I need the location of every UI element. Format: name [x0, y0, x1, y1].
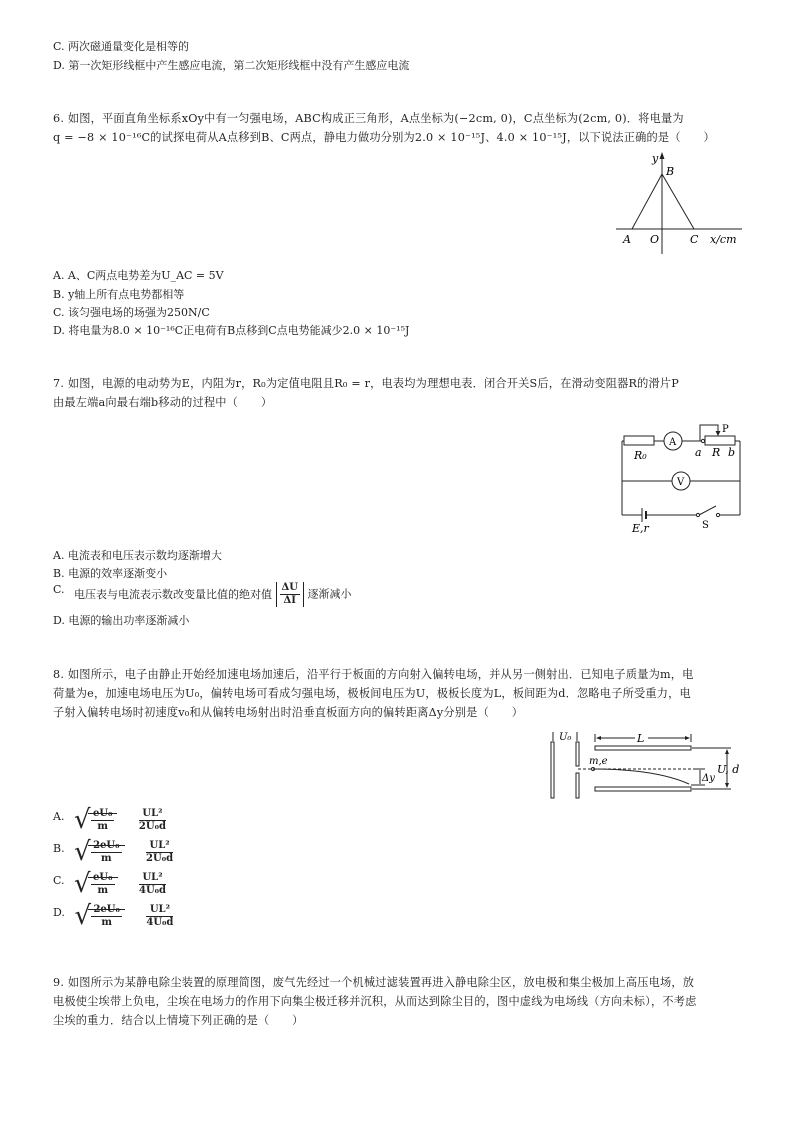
q6-y-arrow: [660, 152, 665, 159]
q7-option-d: D. 电源的输出功率逐渐减小: [53, 614, 190, 627]
q8-option-d-sqrt: √ $\frac{\text{2eU₀}}{m}$: [74, 904, 124, 929]
q8-option-a-frac: [139, 808, 166, 833]
frac-numerator: UL²: [139, 872, 166, 885]
label-me: m,e: [589, 756, 608, 767]
q8-stem-line1: 8. 如图所示，电子由静止开始经加速电场加速后，沿平行于板面的方向射入偏转电场，并从另一侧射出．已知电子质量为m，电: [53, 668, 694, 681]
q7-option-c-pre: 电压表与电流表示数改变量比值的绝对值: [74, 587, 273, 601]
q8-stem-line2: 荷量为e，加速电场电压为U₀，偏转电场可看成匀强电场，极板间电压为U，极板长度为L，板间距为d．忽略电子所受重力，电: [53, 687, 691, 700]
q8-option-b: [53, 837, 174, 872]
q9-stem-line3: 尘埃的重力．结合以上情境下列正确的是（ ）: [53, 1014, 304, 1027]
q6-side-ab: [632, 174, 662, 229]
q8-deflection-figure: [545, 728, 745, 800]
q7-stem-line1: 7. 如图，电源的电动势为E，内阻为r，R₀为定值电阻且R₀ = r，电表均为理想电表．闭合开关S后，在滑动变阻器R的滑片P: [53, 377, 680, 390]
q6-stem-line1: 6. 如图，平面直角坐标系xOy中有一匀强电场，ABC构成正三角形，A点坐标为(−2cm, 0)，C点坐标为(2cm, 0)．将电量为: [53, 112, 684, 125]
label-p: P: [722, 424, 729, 435]
switch-blade: [699, 506, 716, 515]
sqrt-denominator: m: [101, 853, 112, 864]
frac-denominator: 2U₀d: [138, 821, 166, 832]
sqrt-denominator: m: [97, 821, 108, 832]
delta-i: ΔI: [283, 595, 296, 606]
q9-stem-line2: 电极使尘埃带上负电，尘埃在电场力的作用下向集尘极迁移并沉积，从而达到除尘目的，图中虚线为电场线（方向未标），不考虑: [53, 995, 697, 1008]
q6-option-b: B. y轴上所有点电势都相等: [53, 288, 185, 301]
label-s: S: [702, 520, 709, 531]
frac-numerator: UL²: [146, 840, 173, 853]
sqrt-denominator: m: [101, 917, 112, 928]
q9-stem-line1: 9. 如图所示为某静电除尘装置的原理简图，废气先经过一个机械过滤装置再进入静电除尘区，放电极和集尘极加上高压电场，放: [53, 976, 695, 989]
frac-denominator: 4U₀d: [146, 917, 174, 928]
label-a-meter: A: [669, 437, 677, 448]
accel-plate-right-lower: [576, 773, 579, 798]
frac-denominator: 2U₀d: [146, 853, 174, 864]
q7-option-c-fraction: [280, 582, 300, 607]
label-dy: Δy: [702, 773, 715, 784]
electron-path: [593, 769, 689, 784]
q8-option-d-frac: [146, 904, 173, 929]
sqrt-numerator: eU₀: [92, 808, 113, 819]
label-l: L: [637, 732, 645, 745]
q8-option-d-label: D.: [53, 905, 65, 919]
q7-option-c-abs: [276, 582, 304, 607]
q7-option-c-post: 逐渐减小: [307, 587, 352, 601]
ud-arrow-top: [725, 749, 729, 754]
accel-plate-left: [551, 742, 554, 798]
slider-arrow: [716, 431, 721, 436]
q8-option-c-sqrt: √ $\frac{\text{eU₀}}{m}$: [74, 872, 117, 897]
prev-option-d: D. 第一次矩形线框中产生感应电流，第二次矩形线框中没有产生感应电流: [53, 59, 410, 72]
l-arrow-right: [685, 736, 690, 740]
prev-option-c: C. 两次磁通量变化是相等的: [53, 40, 190, 53]
q7-option-c-label: C.: [53, 582, 65, 596]
q8-option-c-label: C.: [53, 873, 65, 887]
q6-label-y: y: [652, 152, 659, 165]
deflect-plate-top: [595, 746, 691, 750]
q7-option-b: B. 电源的效率逐渐变小: [53, 567, 168, 580]
sqrt-numerator: 2eU₀: [93, 840, 120, 851]
q8-option-c: [53, 869, 167, 904]
q7-circuit-figure: [612, 420, 747, 540]
switch-right-terminal: [716, 513, 719, 516]
q7-option-c: [53, 582, 352, 607]
q6-option-c: C. 该匀强电场的场强为250N/C: [53, 306, 210, 319]
label-er: E,r: [632, 522, 649, 535]
rheostat: [705, 436, 735, 445]
sqrt-numerator: eU₀: [93, 872, 113, 883]
label-ud: U, d: [717, 763, 740, 776]
q8-option-b-sqrt: √ $\frac{\text{2eU₀}}{m}$: [74, 840, 124, 865]
l-arrow-left: [596, 736, 601, 740]
q6-label-x: x/cm: [710, 233, 737, 246]
q8-stem-line3: 子射入偏转电场时初速度v₀和从偏转电场射出时沿垂直板面方向的偏转距离Δy分别是（ ）: [53, 706, 524, 719]
q8-option-c-frac: [139, 872, 166, 897]
q8-option-a-label: A.: [53, 809, 65, 823]
deflect-plate-bottom: [595, 787, 691, 791]
q8-option-b-frac: [146, 840, 173, 865]
q6-side-bc: [662, 174, 694, 229]
q6-stem-line2: q = −8 × 10⁻¹⁶C的试探电荷从A点移到B、C两点，静电力做功分别为2.0 × 10⁻¹⁵J、4.0 × 10⁻¹⁵J，以下说法正确的是（ ）: [53, 131, 715, 144]
q8-option-a: [53, 805, 166, 840]
q7-option-a: A. 电流表和电压表示数均逐渐增大: [53, 549, 222, 562]
ud-arrow-bot: [725, 783, 729, 788]
q6-label-c: C: [690, 233, 699, 246]
accel-plate-right: [576, 742, 579, 766]
label-b: b: [728, 446, 736, 459]
q6-option-d: D. 将电量为8.0 × 10⁻¹⁶C正电荷有B点移到C点电势能减少2.0 × 10⁻¹⁵J: [53, 324, 410, 337]
q6-option-a: A. A、C两点电势差为U_AC = 5V: [53, 269, 224, 282]
q8-option-d: [53, 901, 174, 936]
q8-option-b-label: B.: [53, 841, 65, 855]
label-u0: U₀: [559, 732, 572, 743]
frac-numerator: UL²: [139, 808, 166, 821]
q6-label-b: B: [666, 165, 675, 178]
delta-u: ΔU: [281, 582, 299, 593]
q6-label-a: A: [623, 233, 631, 246]
q6-label-o: O: [650, 233, 660, 246]
frac-denominator: 4U₀d: [139, 885, 167, 896]
sqrt-denominator: m: [97, 885, 109, 896]
frac-numerator: UL²: [146, 904, 173, 917]
label-r: R: [712, 446, 721, 459]
terminal-a: [701, 439, 704, 442]
label-v-meter: V: [677, 477, 685, 488]
q6-coordinate-figure: [610, 150, 750, 260]
q8-option-a-sqrt: √ $\frac{\text{eU₀}}{m}$: [74, 808, 117, 833]
label-r0: R₀: [634, 449, 647, 462]
label-a: a: [695, 446, 702, 459]
r0-resistor: [624, 436, 654, 445]
sqrt-numerator: 2eU₀: [93, 904, 120, 915]
q7-stem-line2: 由最左端a向最右端b移动的过程中（ ）: [53, 396, 273, 409]
